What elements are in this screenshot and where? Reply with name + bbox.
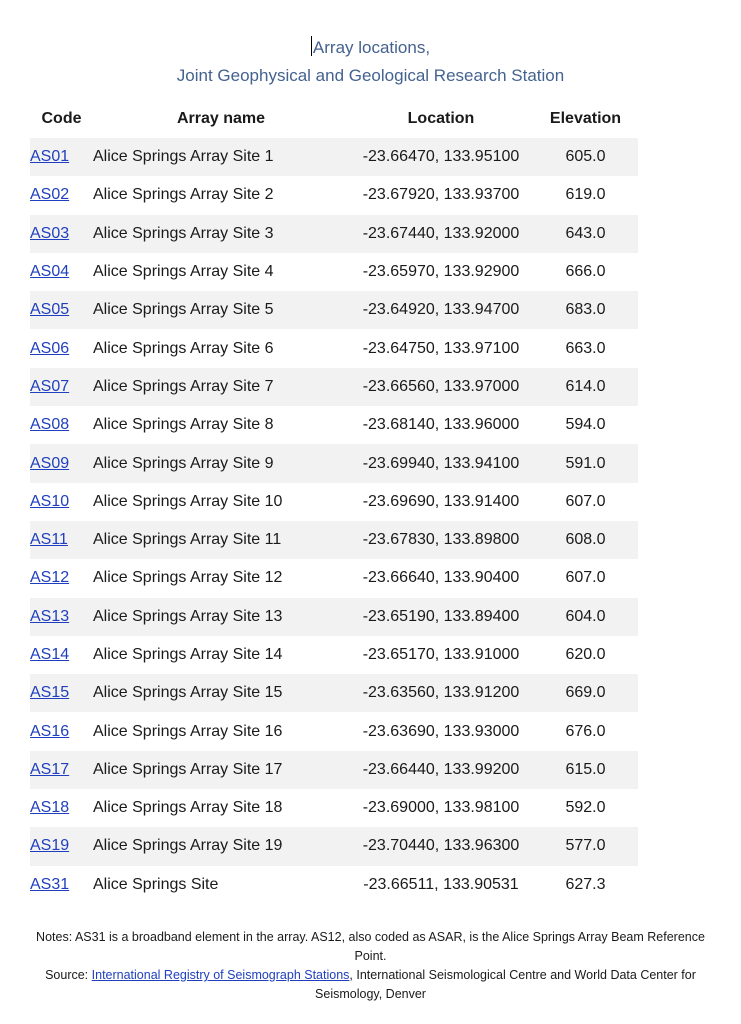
source-suffix: , International Seismological Centre and World Data Center for Seismology, Denver [315, 968, 696, 1001]
table-row [30, 176, 638, 214]
code-cell [30, 329, 93, 367]
table-row [30, 598, 638, 636]
table-header-row [30, 100, 638, 138]
array-name-cell: Alice Springs Array Site 3 [93, 215, 349, 253]
station-code-link[interactable]: AS08 [30, 416, 70, 434]
location-cell: -23.69690, 133.91400 [362, 492, 520, 510]
table-row [30, 789, 638, 827]
table-row [30, 406, 638, 444]
header-elevation: Elevation [549, 110, 622, 127]
elevation-cell: 592.0 [565, 799, 606, 817]
table-row [30, 215, 638, 253]
station-code-link[interactable]: AS13 [30, 607, 70, 625]
table-row [30, 138, 638, 176]
location-cell: -23.68140, 133.96000 [362, 416, 520, 434]
station-code-link[interactable]: AS03 [30, 224, 70, 242]
array-name-cell: Alice Springs Array Site 8 [93, 416, 274, 434]
table-row [30, 636, 638, 674]
table-row [30, 329, 638, 367]
location-cell: -23.63690, 133.93000 [362, 722, 520, 740]
title-line-2: Joint Geophysical and Geological Research Station [176, 66, 565, 85]
code-cell [30, 253, 93, 291]
array-name-cell: Alice Springs Array Site 4 [93, 263, 274, 281]
station-code-link[interactable]: AS16 [30, 722, 70, 740]
array-name-cell: Alice Springs Array Site 13 [93, 598, 349, 636]
code-cell [30, 176, 93, 214]
location-cell: -23.69000, 133.98100 [362, 799, 520, 817]
location-cell: -23.66440, 133.99200 [349, 751, 533, 789]
station-code-link[interactable]: AS14 [30, 646, 70, 663]
source-registry-link[interactable]: International Registry of Seismograph Stations [91, 968, 350, 982]
location-cell: -23.64750, 133.97100 [362, 339, 520, 357]
notes-block [30, 928, 711, 1004]
station-code-link[interactable]: AS06 [30, 339, 70, 357]
code-cell [30, 559, 93, 597]
elevation-cell: 627.3 [565, 875, 606, 893]
array-name-cell: Alice Springs Array Site 14 [93, 646, 283, 663]
elevation-cell: 676.0 [565, 722, 606, 740]
code-cell [30, 674, 93, 712]
elevation-cell: 614.0 [533, 368, 638, 406]
location-cell: -23.65970, 133.92900 [362, 263, 520, 281]
elevation-cell: 591.0 [533, 444, 638, 482]
array-name-cell: Alice Springs Array Site 15 [93, 674, 349, 712]
header-location: Location [407, 110, 475, 127]
location-cell: -23.67830, 133.89800 [349, 521, 533, 559]
array-name-cell: Alice Springs Array Site 9 [93, 444, 349, 482]
elevation-cell: 683.0 [533, 291, 638, 329]
source-line [30, 966, 711, 1004]
station-code-link[interactable]: AS05 [30, 301, 70, 319]
table-row [30, 559, 638, 597]
location-cell: -23.63560, 133.91200 [349, 674, 533, 712]
station-code-link[interactable]: AS19 [30, 837, 70, 855]
array-name-cell: Alice Springs Array Site 11 [93, 521, 349, 559]
table-row [30, 521, 638, 559]
elevation-cell: 643.0 [533, 215, 638, 253]
table-row [30, 827, 638, 865]
array-name-cell: Alice Springs Array Site 12 [93, 569, 283, 587]
table-row [30, 483, 638, 521]
document-title [0, 34, 741, 90]
code-cell [30, 444, 93, 482]
station-code-link[interactable]: AS02 [30, 186, 70, 204]
elevation-cell: 577.0 [533, 827, 638, 865]
table-row [30, 291, 638, 329]
elevation-cell: 605.0 [533, 138, 638, 176]
code-cell [30, 215, 93, 253]
elevation-cell: 608.0 [533, 521, 638, 559]
location-cell: -23.67920, 133.93700 [362, 186, 520, 204]
location-cell: -23.66511, 133.90531 [363, 875, 519, 893]
location-cell: -23.66640, 133.90400 [362, 569, 520, 587]
table-row [30, 751, 638, 789]
station-code-link[interactable]: AS07 [30, 377, 70, 395]
table-row [30, 368, 638, 406]
array-name-cell: Alice Springs Array Site 6 [93, 339, 274, 357]
location-cell: -23.65170, 133.91000 [362, 646, 520, 663]
location-cell: -23.70440, 133.96300 [349, 827, 533, 865]
array-name-cell: Alice Springs Array Site 10 [93, 492, 283, 510]
code-cell [30, 483, 93, 521]
location-cell: -23.67440, 133.92000 [349, 215, 533, 253]
elevation-cell: 663.0 [565, 339, 606, 357]
code-cell [30, 636, 93, 674]
source-prefix: Source: [45, 968, 92, 982]
table-row [30, 444, 638, 482]
elevation-cell: 619.0 [565, 186, 606, 204]
text-cursor [311, 36, 312, 56]
title-line-1 [0, 34, 741, 62]
table-row [30, 712, 638, 750]
station-code-link[interactable]: AS12 [30, 569, 70, 587]
table-row [30, 674, 638, 712]
table-row [30, 866, 638, 904]
station-code-link[interactable]: AS18 [30, 799, 70, 817]
station-code-link[interactable]: AS04 [30, 263, 70, 281]
code-cell [30, 789, 93, 827]
code-cell [30, 712, 93, 750]
code-cell [30, 598, 93, 636]
station-code-link[interactable]: AS15 [30, 684, 70, 702]
code-cell [30, 291, 93, 329]
array-name-cell: Alice Springs Array Site 19 [93, 827, 349, 865]
array-name-cell: Alice Springs Array Site 18 [93, 799, 283, 817]
elevation-cell: 604.0 [533, 598, 638, 636]
station-code-link[interactable]: AS01 [30, 148, 70, 166]
elevation-cell: 669.0 [533, 674, 638, 712]
array-name-cell: Alice Springs Array Site 2 [93, 186, 274, 204]
location-cell: -23.66470, 133.95100 [349, 138, 533, 176]
array-name-cell: Alice Springs Array Site 16 [93, 722, 283, 740]
array-name-cell: Alice Springs Array Site 7 [93, 368, 349, 406]
array-name-cell: Alice Springs Array Site 1 [93, 138, 349, 176]
code-cell [30, 521, 93, 559]
elevation-cell: 594.0 [565, 416, 606, 434]
location-cell: -23.65190, 133.89400 [349, 598, 533, 636]
code-cell [30, 368, 93, 406]
elevation-cell: 607.0 [565, 492, 606, 510]
array-name-cell: Alice Springs Array Site 17 [93, 751, 349, 789]
code-cell [30, 866, 93, 904]
location-cell: -23.69940, 133.94100 [349, 444, 533, 482]
station-code-link[interactable]: AS10 [30, 492, 70, 510]
array-locations-table [30, 100, 638, 904]
header-code: Code [41, 110, 82, 127]
code-cell [30, 827, 93, 865]
code-cell [30, 406, 93, 444]
header-array-name: Array name [176, 110, 266, 127]
elevation-cell: 666.0 [565, 263, 606, 281]
code-cell [30, 138, 93, 176]
station-code-link[interactable]: AS09 [30, 454, 70, 472]
elevation-cell: 615.0 [533, 751, 638, 789]
title-line-1-text: Array locations, [312, 38, 431, 57]
station-code-link[interactable]: AS11 [30, 531, 68, 549]
notes-text: Notes: AS31 is a broadband element in the array. AS12, also coded as ASAR, is the Alice Springs Array Beam Reference Point. [36, 930, 705, 963]
location-cell: -23.66560, 133.97000 [349, 368, 533, 406]
station-code-link[interactable]: AS17 [30, 760, 70, 778]
code-cell [30, 751, 93, 789]
array-name-cell: Alice Springs Site [93, 875, 219, 893]
location-cell: -23.64920, 133.94700 [349, 291, 533, 329]
station-code-link[interactable]: AS31 [30, 875, 70, 893]
elevation-cell: 607.0 [565, 569, 606, 587]
array-name-cell: Alice Springs Array Site 5 [93, 291, 349, 329]
elevation-cell: 620.0 [565, 646, 606, 663]
table-row [30, 253, 638, 291]
